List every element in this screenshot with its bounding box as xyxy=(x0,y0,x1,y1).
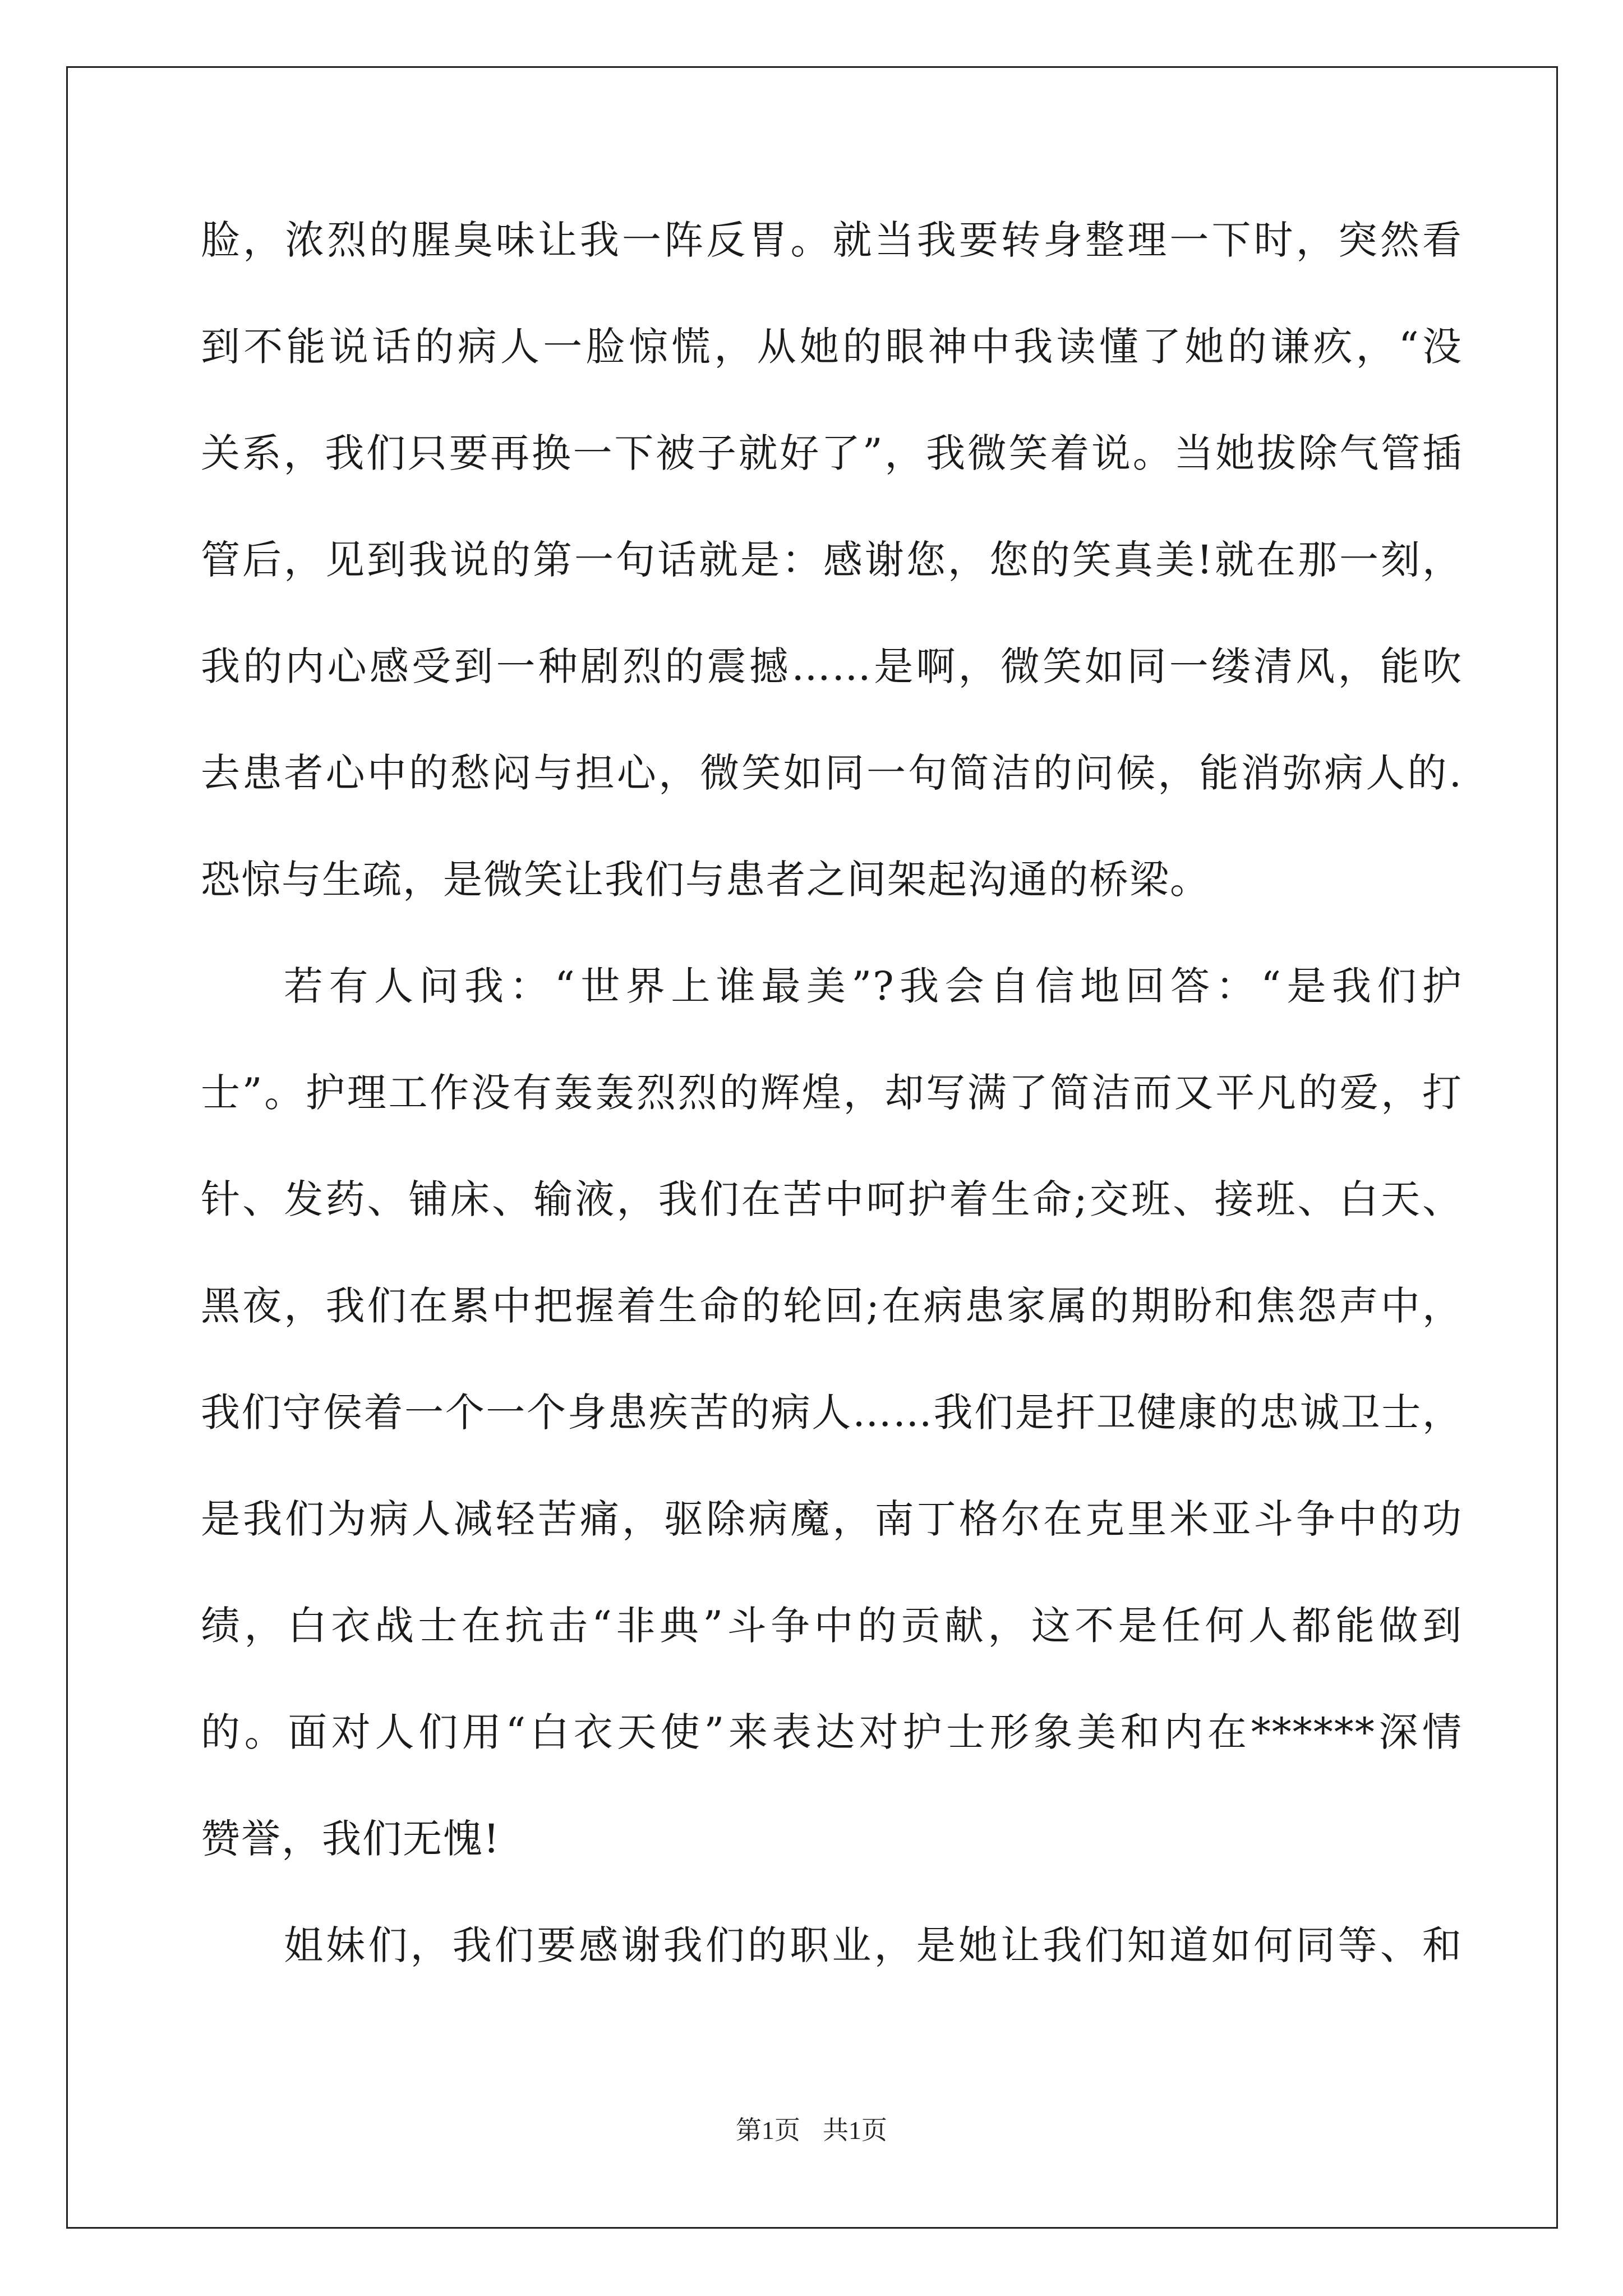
text-line: 到不能说话的病人一脸惊慌，从她的眼神中我读懂了她的谦疚，“没 xyxy=(201,324,1463,370)
text-line: 脸，浓烈的腥臭味让我一阵反胃。就当我要转身整理一下时，突然看 xyxy=(201,217,1463,263)
text-line: 针、发药、铺床、输液，我们在苦中呵护着生命;交班、接班、白天、 xyxy=(201,1176,1463,1222)
page-footer xyxy=(0,2114,1623,2147)
text-line: 士”。护理工作没有轰轰烈烈的辉煌，却写满了简洁而又平凡的爱，打 xyxy=(201,1070,1463,1116)
text-line: 我们守侯着一个一个身患疾苦的病人……我们是扞卫健康的忠诚卫士， xyxy=(201,1389,1463,1435)
text-line: 恐惊与生疏，是微笑让我们与患者之间架起沟通的桥梁。 xyxy=(201,857,1210,903)
text-line: 姐妹们，我们要感谢我们的职业，是她让我们知道如何同等、和 xyxy=(284,1922,1463,1968)
text-line: 是我们为病人减轻苦痛，驱除病魔，南丁格尔在克里米亚斗争中的功 xyxy=(201,1496,1463,1542)
text-line: 绩，白衣战士在抗击“非典”斗争中的贡献，这不是任何人都能做到 xyxy=(201,1603,1463,1649)
text-line: 去患者心中的愁闷与担心，微笑如同一句简洁的问候，能消弥病人的. xyxy=(201,750,1463,796)
document-body xyxy=(201,206,1463,2018)
text-line: 关系，我们只要再换一下被子就好了”，我微笑着说。当她拔除气管插 xyxy=(201,430,1463,476)
text-line: 的。面对人们用“白衣天使”来表达对护士形象美和内在******深情 xyxy=(201,1709,1463,1755)
text-line: 我的内心感受到一种剧烈的震撼……是啊，微笑如同一缕清风，能吹 xyxy=(201,643,1463,689)
text-line: 若有人问我：“世界上谁最美”?我会自信地回答：“是我们护 xyxy=(284,963,1463,1009)
text-line: 赞誉，我们无愧! xyxy=(201,1816,501,1862)
page-number-total: 共1页 xyxy=(823,2116,887,2145)
text-line: 黑夜，我们在累中把握着生命的轮回;在病患家属的期盼和焦怨声中， xyxy=(201,1283,1463,1329)
page-number-current: 第1页 xyxy=(736,2116,800,2145)
text-line: 管后，见到我说的第一句话就是：感谢您，您的笑真美!就在那一刻， xyxy=(201,537,1463,583)
